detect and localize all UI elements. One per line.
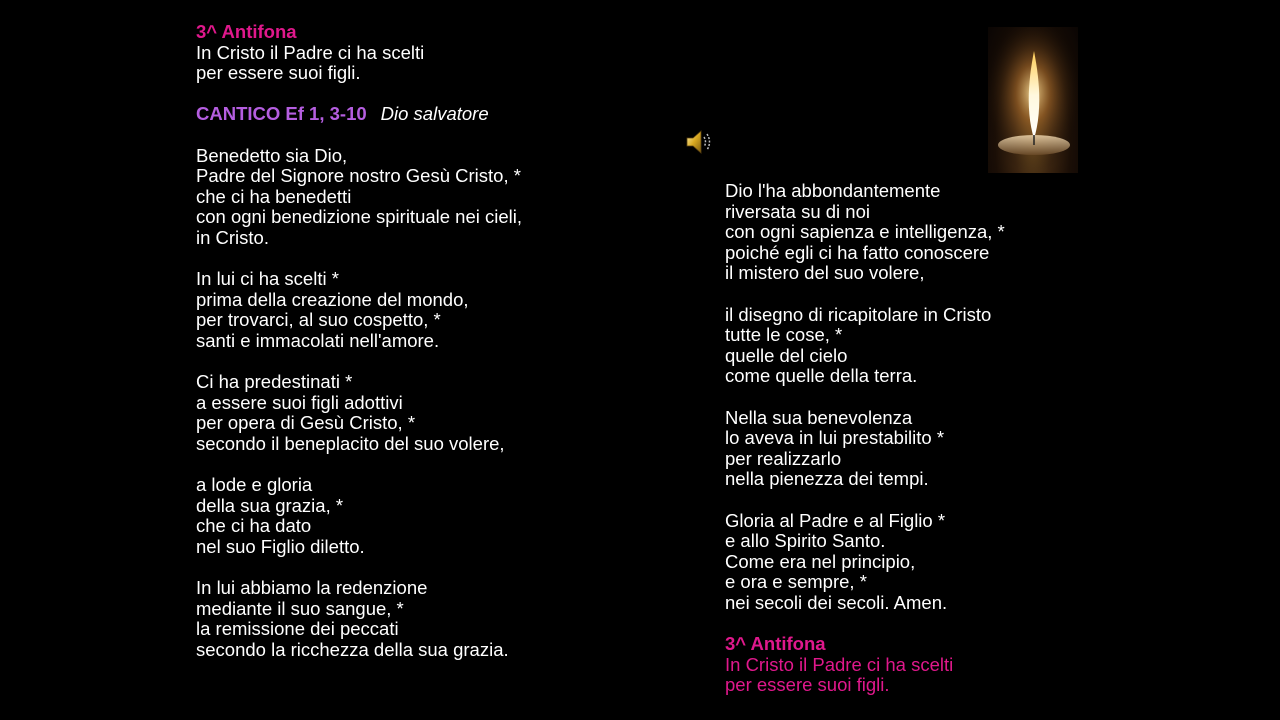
verse-line: la remissione dei peccati	[196, 618, 399, 640]
verse-line: per opera di Gesù Cristo, *	[196, 412, 416, 434]
verse-line: Nella sua benevolenza	[725, 406, 913, 428]
verse-line: a lode e gloria	[196, 474, 313, 496]
verse-line: In lui abbiamo la redenzione	[196, 577, 428, 599]
verse-line: per trovarci, al suo cospetto, *	[196, 309, 441, 331]
verse-line: Come era nel principio,	[725, 550, 916, 572]
verse-line: Benedetto sia Dio,	[196, 144, 348, 166]
verse-line: tutte le cose, *	[725, 324, 843, 346]
antiphon-line: per essere suoi figli.	[196, 62, 361, 84]
verse-line: il mistero del suo volere,	[725, 262, 925, 284]
stanza	[196, 578, 656, 660]
stanza	[725, 181, 1195, 284]
verse-line: Dio l'ha abbondantemente	[725, 180, 941, 201]
verse-line: poiché egli ci ha fatto conoscere	[725, 241, 990, 263]
stanza	[196, 372, 656, 454]
verse-line: riversata su di noi	[725, 200, 870, 222]
stanza	[196, 146, 656, 249]
stanza	[196, 475, 656, 557]
antiphon-title: 3^ Antifona	[725, 633, 826, 655]
verse-line: il disegno di ricapitolare in Cristo	[725, 303, 992, 325]
verse-line: in Cristo.	[196, 226, 269, 248]
stanza	[196, 269, 656, 351]
stanza	[725, 305, 1195, 387]
left-column	[196, 22, 656, 660]
antiphon-title: 3^ Antifona	[196, 21, 297, 42]
verse-line: lo aveva in lui prestabilito *	[725, 427, 945, 449]
verse-line: per realizzarlo	[725, 447, 842, 469]
antiphon-line: In Cristo il Padre ci ha scelti	[725, 653, 954, 675]
verse-line: che ci ha benedetti	[196, 185, 352, 207]
verse-line: santi e immacolati nell'amore.	[196, 329, 440, 351]
stanza	[725, 408, 1195, 490]
verse-line: Ci ha predestinati *	[196, 371, 353, 393]
verse-line: nella pienezza dei tempi.	[725, 468, 929, 490]
canticle-heading	[196, 104, 656, 125]
verse-line: Gloria al Padre e al Figlio *	[725, 509, 946, 531]
verse-line: a essere suoi figli adottivi	[196, 391, 403, 413]
verse-line: secondo il beneplacito del suo volere,	[196, 432, 505, 454]
verse-line: e allo Spirito Santo.	[725, 530, 886, 552]
verse-line: come quelle della terra.	[725, 365, 918, 387]
canticle-subtitle: Dio salvatore	[380, 103, 489, 125]
verse-line: della sua grazia, *	[196, 494, 344, 516]
verse-line: nei secoli dei secoli. Amen.	[725, 591, 948, 613]
antiphon-line: per essere suoi figli.	[725, 674, 890, 696]
verse-line: quelle del cielo	[725, 344, 848, 366]
antiphon-line: In Cristo il Padre ci ha scelti	[196, 41, 425, 63]
verse-line: che ci ha dato	[196, 515, 312, 537]
canticle-reference: CANTICO Ef 1, 3-10	[196, 103, 367, 125]
right-column	[725, 181, 1195, 696]
verse-line: e ora e sempre, *	[725, 571, 867, 593]
verse-line: con ogni benedizione spirituale nei cieli,	[196, 206, 523, 228]
verse-line: nel suo Figlio diletto.	[196, 535, 365, 557]
verse-line: secondo la ricchezza della sua grazia.	[196, 638, 509, 660]
verse-line: prima della creazione del mondo,	[196, 288, 469, 310]
verse-line: mediante il suo sangue, *	[196, 597, 404, 619]
candle-image	[988, 27, 1078, 173]
verse-line: con ogni sapienza e intelligenza, *	[725, 221, 1005, 243]
verse-line: Padre del Signore nostro Gesù Cristo, *	[196, 165, 521, 187]
doxology	[725, 511, 1195, 614]
speaker-icon[interactable]	[684, 126, 716, 158]
verse-line: In lui ci ha scelti *	[196, 268, 339, 290]
